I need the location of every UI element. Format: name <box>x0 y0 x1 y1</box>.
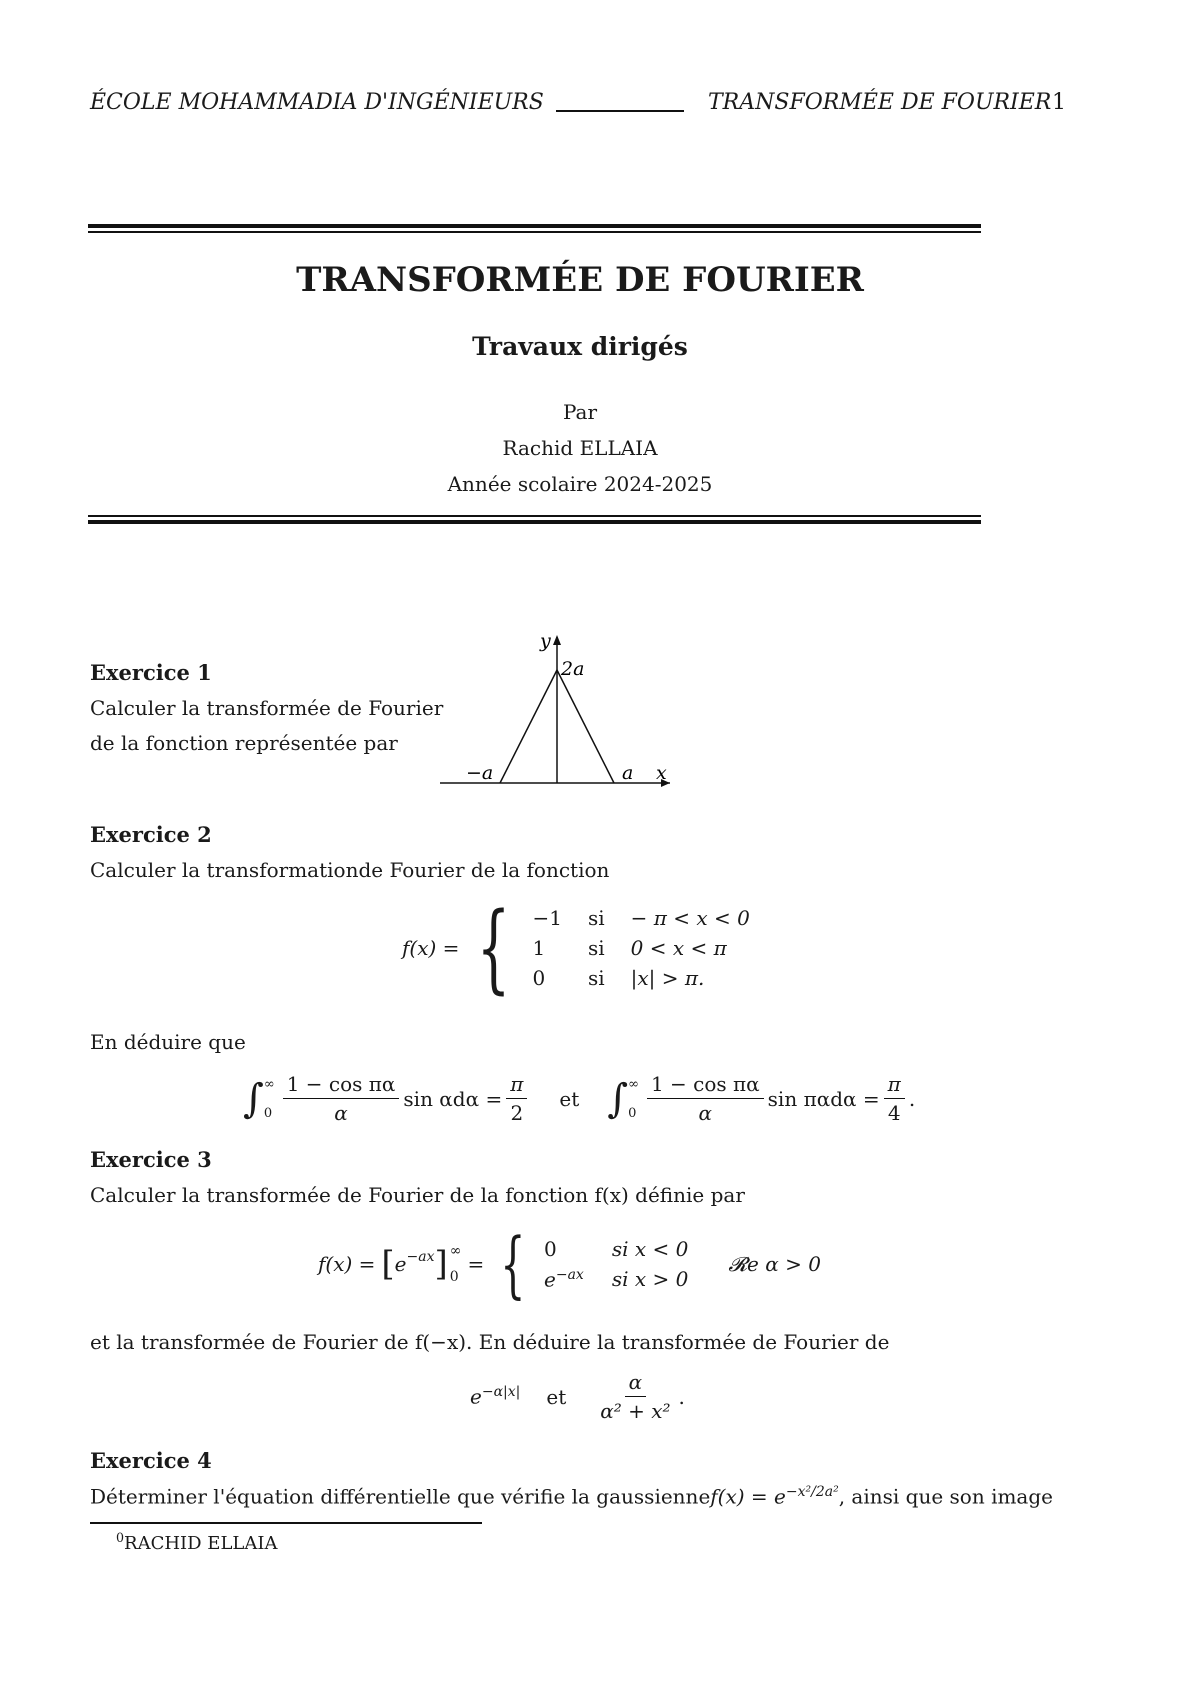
fraction-denominator: α <box>698 1101 713 1125</box>
integral-sign: ∫ <box>243 1075 264 1122</box>
fig-label-pos-a: a <box>622 762 634 784</box>
exercise-1-heading: Exercice 1 <box>90 660 212 685</box>
case-1-si: si <box>587 906 605 930</box>
running-header-school: ÉCOLE MOHAMMADIA D'INGÉNIEURS <box>90 90 544 115</box>
integral-lower-bound: 0 <box>628 1105 637 1121</box>
ex3-cases <box>544 1237 688 1292</box>
footnote-rule <box>90 1522 482 1524</box>
result-2-denominator: 4 <box>887 1101 901 1125</box>
integrand-1: sin αdα = <box>403 1086 503 1111</box>
conjunction-et: et <box>559 1086 580 1111</box>
case-1-condition: si x < 0 <box>611 1236 689 1261</box>
case-2-condition: 0 < x < π <box>630 936 727 960</box>
school-year: Année scolaire 2024-2025 <box>447 472 713 496</box>
integrand-2: sin παdα = <box>767 1086 880 1111</box>
exercise-1-text-line2: de la fonction représentée par <box>90 731 398 755</box>
result-1 <box>506 1072 527 1125</box>
case-3-si: si <box>587 966 605 990</box>
case-2-value: $e^{-ax}$ <box>544 1266 584 1292</box>
gaussian-exponent: −x²/2a² <box>785 1484 839 1500</box>
left-brace: { <box>500 1222 526 1306</box>
case-1-condition: − π < x < 0 <box>630 906 750 930</box>
exercise-3-targets <box>470 1370 685 1423</box>
case-1-value: −1 <box>532 906 562 930</box>
author-name: Rachid ELLAIA <box>502 436 658 460</box>
exercise-2-integrals <box>243 1072 915 1125</box>
case-2-condition: si x > 0 <box>611 1266 689 1291</box>
title-rule-bottom-thick <box>88 520 981 524</box>
exercise-3-definition <box>318 1222 821 1306</box>
footnote <box>116 1530 277 1554</box>
left-brace: { <box>477 892 511 1004</box>
case-2-si: si <box>587 936 605 960</box>
title-rule-bottom-thin <box>88 515 981 517</box>
exercise-4-heading: Exercice 4 <box>90 1448 212 1473</box>
fig-label-x: x <box>656 762 667 784</box>
integral-sign: ∫ <box>607 1075 629 1122</box>
exercise-1-text-line1: Calculer la transformée de Fourier <box>90 696 444 720</box>
header-divider <box>556 110 684 112</box>
result-1-numerator: π <box>506 1072 527 1099</box>
bracket-upper: ∞ <box>449 1243 462 1259</box>
equals-sign: = <box>467 1252 485 1276</box>
running-header-course: TRANSFORMÉE DE FOURIER <box>708 90 1052 115</box>
exercise-2-deduce: En déduire que <box>90 1030 246 1054</box>
fig-label-peak: 2a <box>561 658 585 680</box>
fraction-denominator: α <box>334 1101 348 1125</box>
bracket-lower: 0 <box>449 1269 459 1285</box>
rational-function <box>596 1370 674 1423</box>
footnote-text: RACHID ELLAIA <box>124 1533 278 1554</box>
case-3-condition: |x| > π. <box>630 966 705 990</box>
gaussian-formula: f(x) = e <box>710 1484 786 1509</box>
integral-upper-bound: ∞ <box>263 1076 275 1092</box>
fig-label-neg-a: −a <box>466 762 494 784</box>
bracket-base: e <box>394 1252 407 1276</box>
triangle-right-edge <box>557 670 614 783</box>
page-number: 1 <box>1052 90 1066 115</box>
ex4-text-end: , ainsi que son image <box>838 1484 1053 1509</box>
conjunction-et: et <box>546 1384 567 1409</box>
triangle-left-edge <box>500 670 557 783</box>
period: . <box>908 1086 916 1111</box>
case-1-value: 0 <box>544 1236 557 1261</box>
rational-denominator: α² + x² <box>600 1399 671 1423</box>
evaluation-bracket: [ e $^{-ax}$ ] ∞ 0 <box>381 1243 462 1285</box>
ex2-f-lhs: f(x) = <box>402 936 460 960</box>
ex2-cases <box>532 906 749 990</box>
title-rule-top-thin <box>88 231 981 233</box>
by-label: Par <box>562 400 598 424</box>
y-axis-arrowhead <box>553 635 561 645</box>
fraction-numerator: 1 − cos πα <box>647 1072 764 1099</box>
fraction-1 <box>283 1072 400 1125</box>
bracket-exponent: −ax <box>406 1249 435 1265</box>
exercise-2-piecewise <box>402 892 750 1004</box>
result-2 <box>884 1072 905 1125</box>
integral-1 <box>243 1072 531 1125</box>
period: . <box>678 1384 685 1409</box>
result-2-numerator: π <box>884 1072 905 1099</box>
fraction-2 <box>647 1072 764 1125</box>
result-1-denominator: 2 <box>510 1101 524 1125</box>
fraction-numerator: 1 − cos πα <box>283 1072 400 1099</box>
document-title: TRANSFORMÉE DE FOURIER <box>296 260 864 300</box>
exercise-2-intro: Calculer la transformationde Fourier de la fonction <box>90 858 610 882</box>
exercise-2-heading: Exercice 2 <box>90 822 212 847</box>
exercise-3-intro: Calculer la transformée de Fourier de la fonction f(x) définie par <box>90 1183 745 1207</box>
exercise-4-line <box>90 1484 1053 1509</box>
case-3-value: 0 <box>532 966 546 990</box>
fig-label-y: y <box>540 630 551 652</box>
case-2-value: 1 <box>532 936 546 960</box>
document-subtitle: Travaux dirigés <box>472 332 688 361</box>
integral-lower-bound: 0 <box>263 1105 273 1121</box>
real-part-condition: 𝓡e α > 0 <box>728 1252 821 1276</box>
footnote-mark: 0 <box>116 1530 125 1545</box>
integral-2 <box>607 1072 915 1125</box>
ex3-f-lhs: f(x) = <box>318 1252 376 1276</box>
exercise-3-line2: et la transformée de Fourier de f(−x). En déduire la transformée de Fourier de <box>90 1330 890 1354</box>
ex4-text-start: Déterminer l'équation différentielle que vérifie la gaussienne <box>90 1484 711 1509</box>
title-rule-top-thick <box>88 224 981 228</box>
triangle-function-figure <box>430 625 690 795</box>
exp-abs-function: $e^{-\alpha|x|}$ <box>470 1384 521 1409</box>
rational-numerator: α <box>625 1370 647 1397</box>
exercise-3-heading: Exercice 3 <box>90 1147 212 1172</box>
integral-upper-bound: ∞ <box>628 1076 639 1092</box>
